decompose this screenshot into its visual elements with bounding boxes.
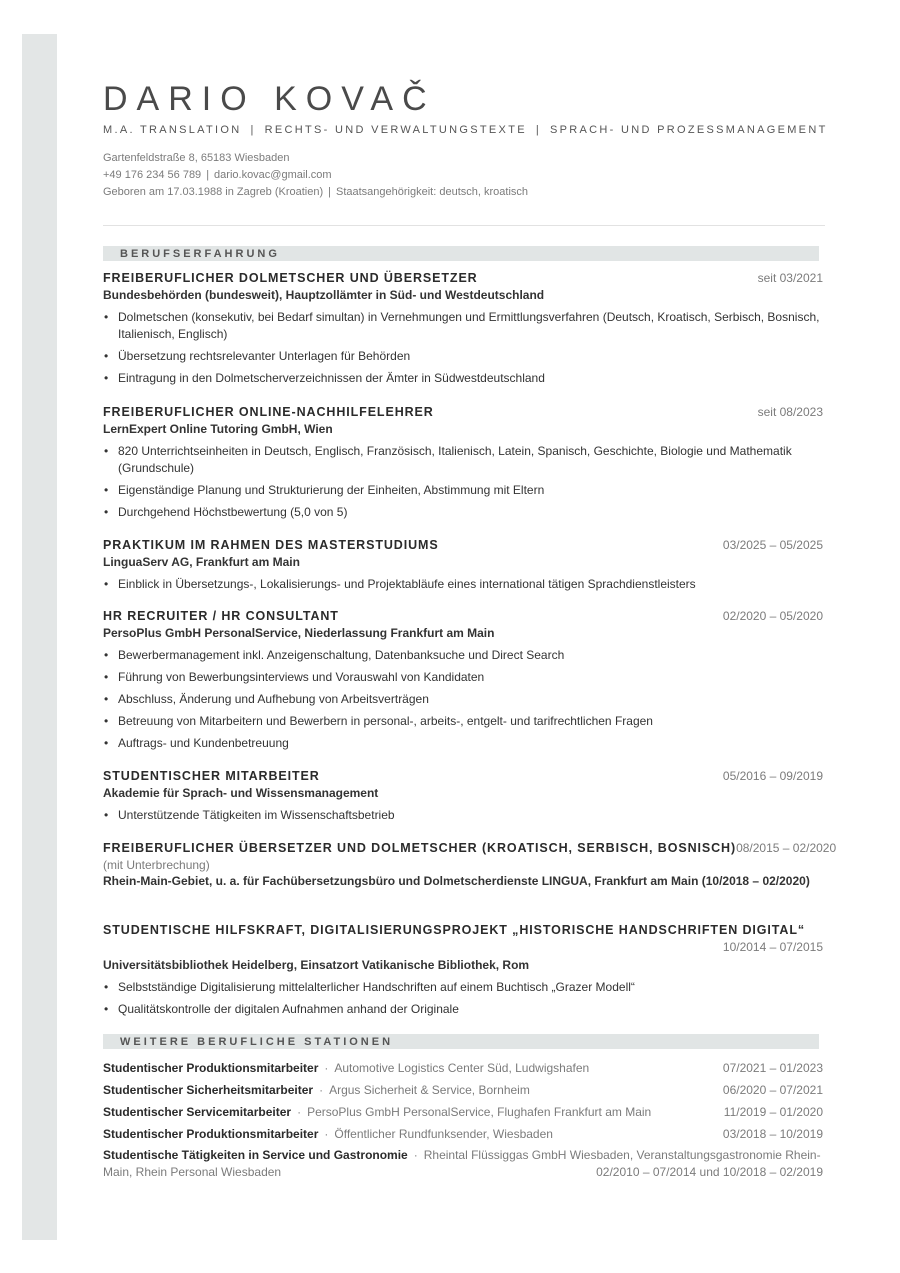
bullet-item: • 820 Unterrichtseinheiten in Deutsch, Englisch, Französisch, Italienisch, Latein, Spanisch, Geschichte, Biologie und Mathematik (Grundschule) — [103, 443, 823, 477]
job-entry — [103, 922, 823, 1023]
bullet-item: • Unterstützende Tätigkeiten im Wissenschaftsbetrieb — [103, 807, 823, 824]
job-entry — [103, 537, 823, 598]
station-row — [103, 1104, 823, 1121]
job-bullets — [103, 576, 823, 593]
job-organization: Bundesbehörden (bundesweit), Hauptzollämter in Süd- und Westdeutschland — [103, 288, 545, 302]
station-date: 11/2019 – 01/2020 — [723, 1105, 823, 1119]
resume-header — [103, 80, 828, 201]
sidebar-decor-strip — [22, 34, 57, 1240]
bullet-item: • Führung von Bewerbungsinterviews und Vorauswahl von Kandidaten — [103, 669, 823, 686]
station-role: Studentischer Produktionsmitarbeiter — [103, 1061, 319, 1075]
station-place: PersoPlus GmbH PersonalService, Flughafen Frankfurt am Main — [307, 1105, 652, 1119]
job-bullets — [103, 979, 823, 1018]
birth-line — [103, 184, 823, 201]
section-heading-experience — [103, 246, 819, 261]
job-organization: Rhein-Main-Gebiet, u. a. für Fachübersetzungsbüro und Dolmetscherdienste LINGUA, Frankfurt am Main (10/2018 – 02/2020) — [103, 874, 810, 888]
station-separator: · — [324, 1061, 329, 1075]
tagline-item: RECHTS- UND VERWALTUNGSTEXTE — [264, 124, 527, 136]
phone-email-line — [103, 167, 823, 184]
station-separator: · — [319, 1083, 324, 1097]
bullet-item: • Eigenständige Planung und Strukturierung der Einheiten, Abstimmung mit Eltern — [103, 482, 823, 499]
section-title: BERUFSERFAHRUNG — [120, 248, 280, 260]
station-role: Studentische Tätigkeiten in Service und Gastronomie — [103, 1148, 408, 1162]
station-place: Rheintal Flüssiggas GmbH Wiesbaden, Veranstaltungsgastronomie Rhein-Main, Rhein Personal Wiesbaden — [103, 1148, 821, 1179]
station-place: Argus Sicherheit & Service, Bornheim — [329, 1083, 530, 1097]
job-bullets — [103, 443, 823, 521]
job-date: 03/2025 – 05/2025 — [722, 538, 823, 552]
job-organization: Akademie für Sprach- und Wissensmanagement — [103, 786, 379, 800]
job-organization: LinguaServ AG, Frankfurt am Main — [103, 555, 300, 569]
station-role: Studentischer Produktionsmitarbeiter — [103, 1127, 319, 1141]
bullet-item: • Einblick in Übersetzungs-, Lokalisierungs- und Projektabläufe eines international tätigen Sprachdienstleisters — [103, 576, 823, 593]
station-date: 03/2018 – 10/2019 — [722, 1127, 823, 1141]
station-role: Studentischer Servicemitarbeiter — [103, 1105, 292, 1119]
bullet-item: • Dolmetschen (konsekutiv, bei Bedarf simultan) in Vernehmungen und Ermittlungsverfahren (Deutsch, Kroatisch, Serbisch, Bosnisch, Italienisch, Englisch) — [103, 309, 823, 343]
job-organization: LernExpert Online Tutoring GmbH, Wien — [103, 422, 333, 436]
job-organization: PersoPlus GmbH PersonalService, Niederlassung Frankfurt am Main — [103, 626, 495, 640]
header-divider — [103, 225, 825, 226]
job-title: PRAKTIKUM IM RAHMEN DES MASTERSTUDIUMS — [103, 538, 439, 552]
bullet-item: • Auftrags- und Kundenbetreuung — [103, 735, 823, 752]
bullet-item: • Durchgehend Höchstbewertung (5,0 von 5) — [103, 504, 823, 521]
job-entry — [103, 270, 823, 392]
bullet-item: • Betreuung von Mitarbeitern und Bewerbern in personal-, arbeits-, entgelt- und tarifrechtlichen Fragen — [103, 713, 823, 730]
bullet-item: • Eintragung in den Dolmetscherverzeichnissen der Ämter in Südwestdeutschland — [103, 370, 823, 387]
job-title: FREIBERUFLICHER ONLINE-NACHHILFELEHRER — [103, 405, 434, 419]
contact-separator: | — [328, 186, 331, 198]
job-entry — [103, 608, 823, 757]
bullet-item: • Übersetzung rechtsrelevanter Unterlagen für Behörden — [103, 348, 823, 365]
job-bullets — [103, 807, 823, 824]
tagline-separator: | — [535, 124, 542, 136]
job-note: (mit Unterbrechung) — [103, 858, 210, 872]
job-date: 10/2014 – 07/2015 — [722, 940, 823, 954]
job-entry — [103, 404, 823, 526]
candidate-name: DARIO KOVAČ — [103, 80, 436, 118]
job-bullets — [103, 647, 823, 752]
bullet-item: • Selbstständige Digitalisierung mittelalterlicher Handschriften auf einem Buchtisch „Grazer Modell“ — [103, 979, 823, 996]
job-title: STUDENTISCHE HILFSKRAFT, DIGITALISIERUNGSPROJEKT „HISTORISCHE HANDSCHRIFTEN DIGITAL“ — [103, 923, 806, 937]
job-bullets — [103, 309, 823, 387]
bullet-item: • Qualitätskontrolle der digitalen Aufnahmen anhand der Originale — [103, 1001, 823, 1018]
station-date: 07/2021 – 01/2023 — [722, 1061, 823, 1075]
job-date: 02/2020 – 05/2020 — [722, 609, 823, 623]
job-entry — [103, 768, 823, 829]
station-place: Automotive Logistics Center Süd, Ludwigshafen — [334, 1061, 590, 1075]
job-title: STUDENTISCHER MITARBEITER — [103, 769, 320, 783]
tagline-item: SPRACH- UND PROZESSMANAGEMENT — [550, 124, 828, 136]
tagline — [103, 124, 828, 136]
station-date: 02/2010 – 07/2014 und 10/2018 – 02/2019 — [596, 1165, 823, 1179]
section-heading-other-stations — [103, 1034, 819, 1049]
bullet-item: • Bewerbermanagement inkl. Anzeigenschaltung, Datenbanksuche und Direct Search — [103, 647, 823, 664]
station-row — [103, 1082, 823, 1099]
tagline-separator: | — [250, 124, 256, 136]
job-date: seit 08/2023 — [757, 405, 823, 419]
job-date: seit 03/2021 — [757, 271, 823, 285]
bullet-item: • Abschluss, Änderung und Aufhebung von Arbeitsverträgen — [103, 691, 823, 708]
job-title: FREIBERUFLICHER ÜBERSETZER UND DOLMETSCHER (KROATISCH, SERBISCH, BOSNISCH) — [103, 841, 737, 855]
birth-info: Geboren am 17.03.1988 in Zagreb (Kroatien) — [103, 186, 324, 198]
phone: +49 176 234 56 789 — [103, 169, 202, 181]
station-place: Öffentlicher Rundfunksender, Wiesbaden — [334, 1127, 553, 1141]
job-title: FREIBERUFLICHER DOLMETSCHER UND ÜBERSETZER — [103, 271, 478, 285]
section-title: WEITERE BERUFLICHE STATIONEN — [120, 1036, 394, 1048]
job-entry — [103, 840, 837, 890]
station-row — [103, 1147, 823, 1181]
contact-separator: | — [206, 169, 210, 181]
station-row — [103, 1126, 823, 1143]
nationality: Staatsangehörigkeit: deutsch, kroatisch — [336, 186, 529, 198]
job-date: 08/2015 – 02/2020 — [736, 841, 837, 855]
station-date: 06/2020 – 07/2021 — [722, 1083, 823, 1097]
contact-block — [103, 150, 823, 201]
station-separator: · — [413, 1148, 418, 1162]
station-separator: · — [324, 1127, 329, 1141]
job-date: 05/2016 – 09/2019 — [722, 769, 823, 783]
station-row — [103, 1060, 823, 1077]
tagline-item: M.A. TRANSLATION — [103, 124, 242, 136]
job-title: HR RECRUITER / HR CONSULTANT — [103, 609, 339, 623]
email-link[interactable]: dario.kovac@gmail.com — [214, 169, 332, 181]
address: Gartenfeldstraße 8, 65183 Wiesbaden — [103, 152, 290, 164]
station-role: Studentischer Sicherheitsmitarbeiter — [103, 1083, 314, 1097]
job-organization: Universitätsbibliothek Heidelberg, Einsatzort Vatikanische Bibliothek, Rom — [103, 958, 530, 972]
station-separator: · — [297, 1105, 302, 1119]
